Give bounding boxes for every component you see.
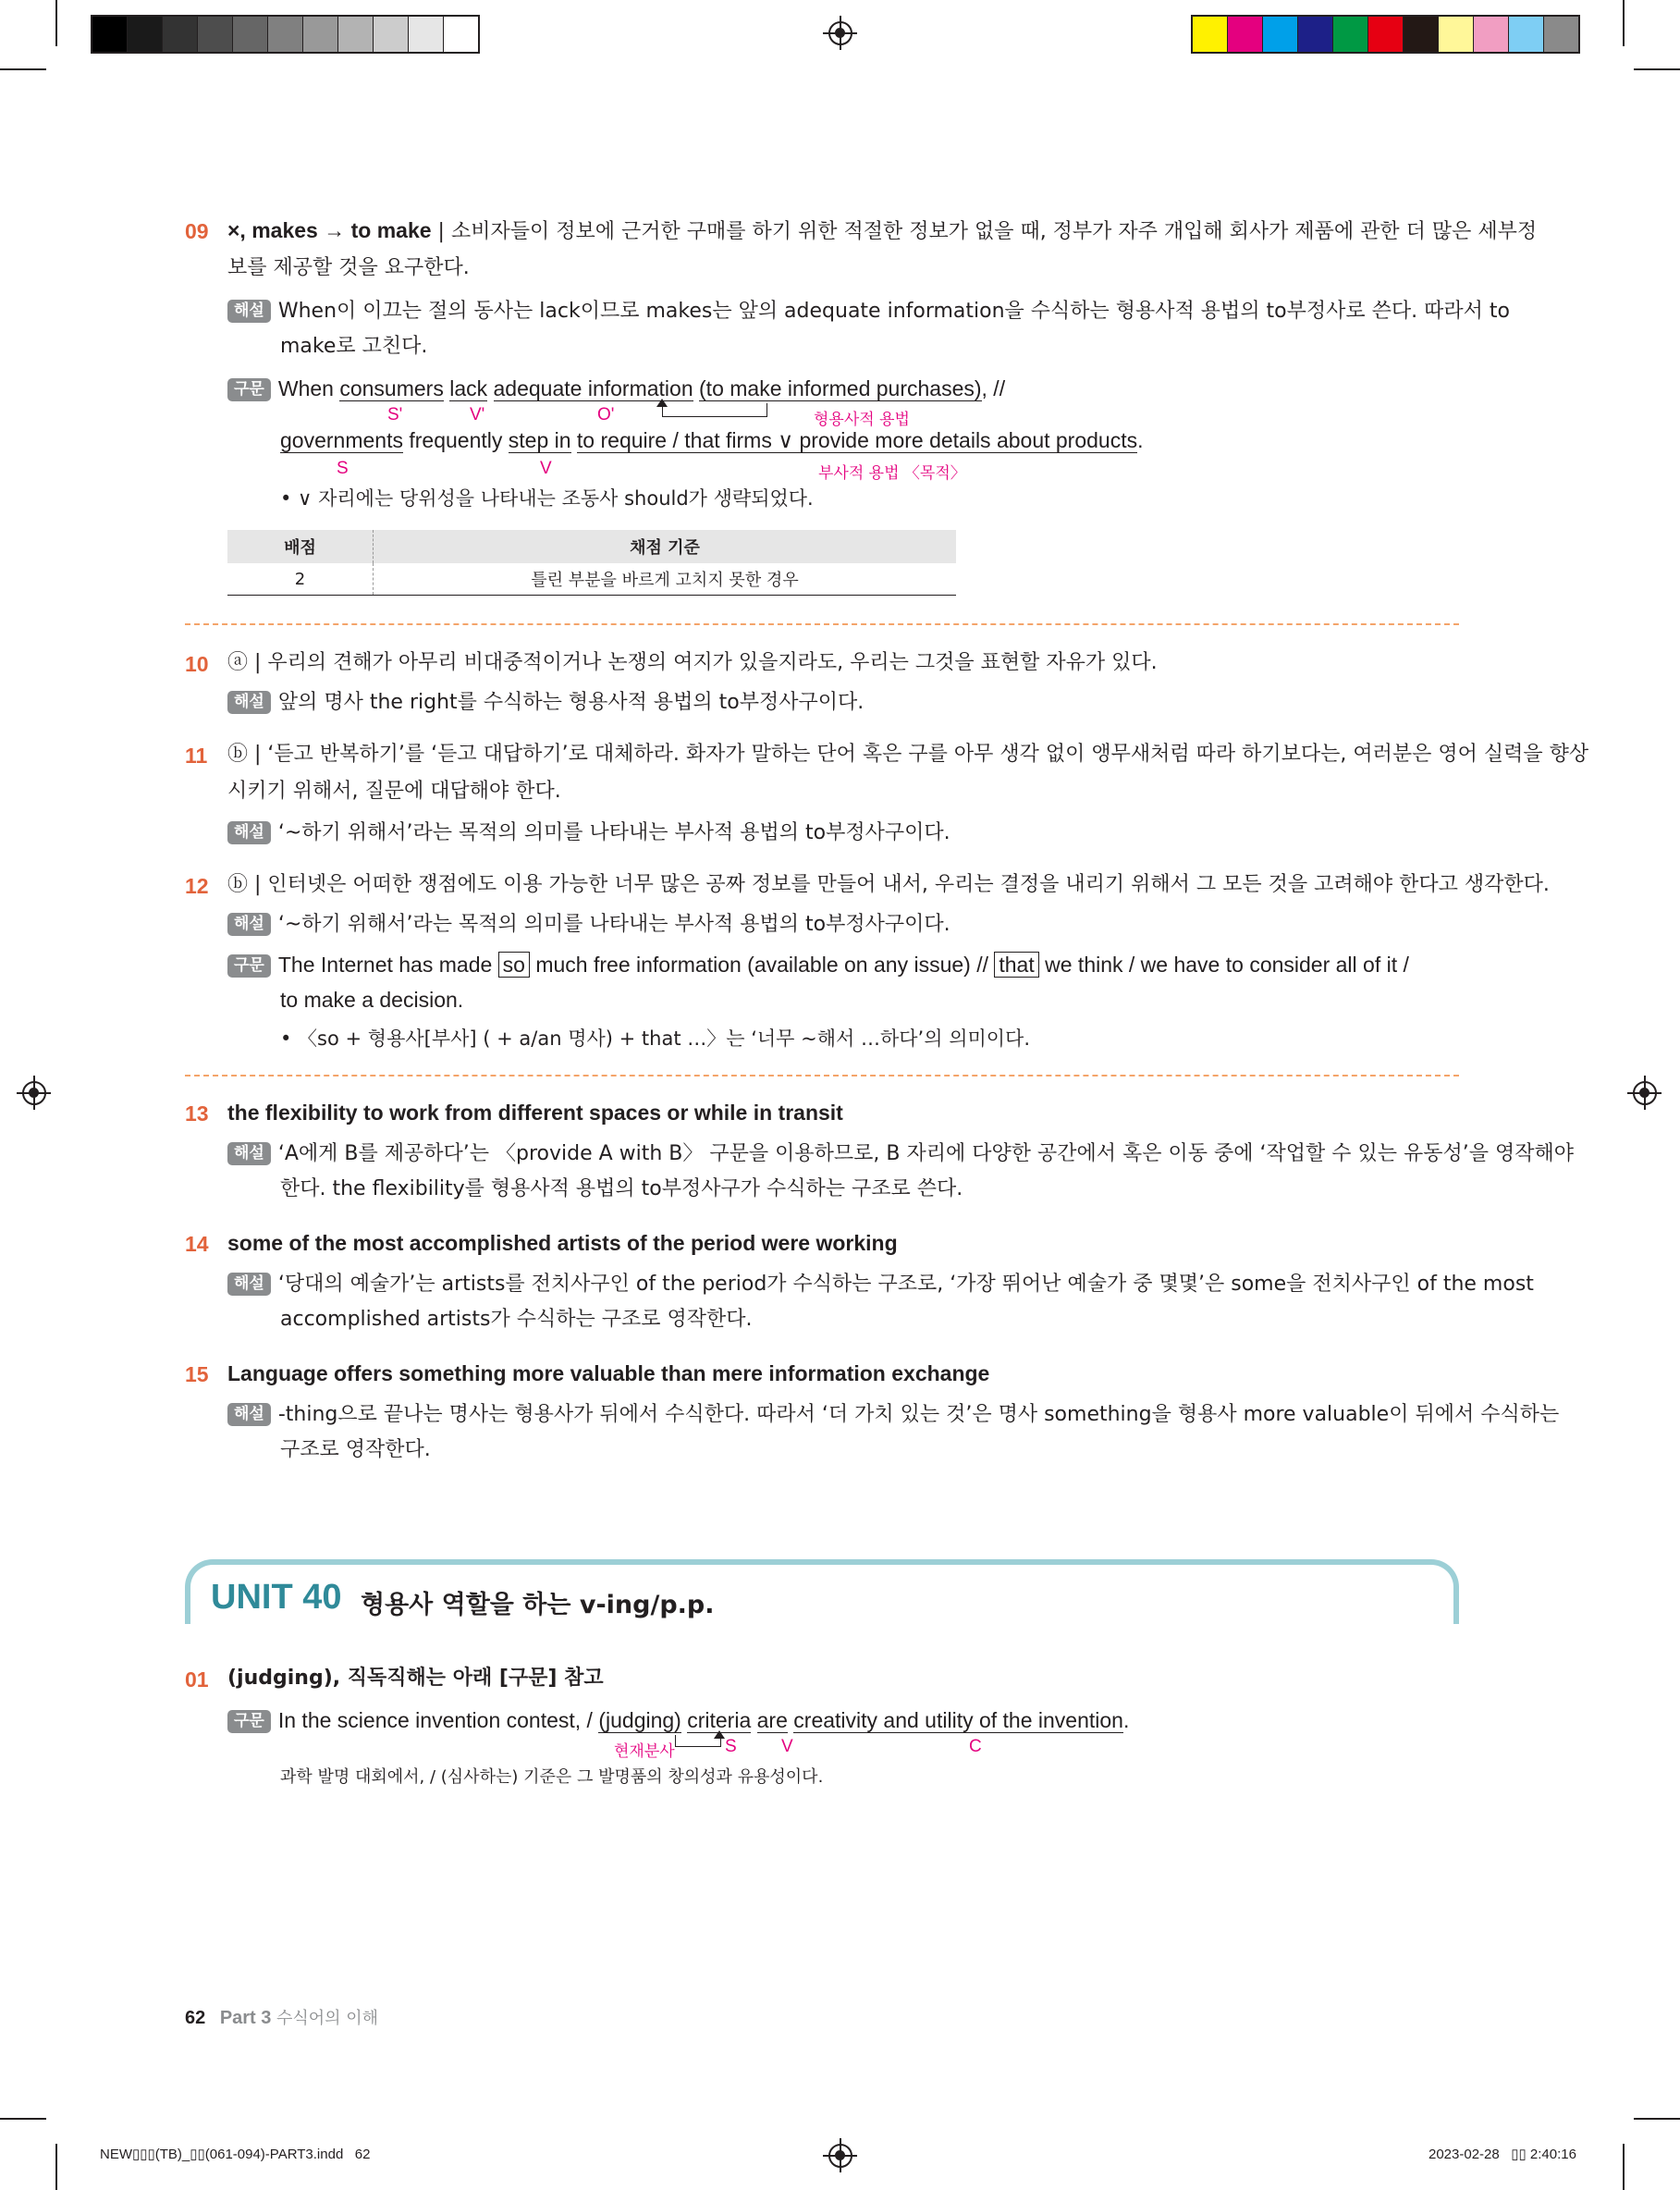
explain-tag: 해설	[227, 913, 271, 936]
label-v: V	[781, 1737, 793, 1756]
object: adequate information	[493, 376, 693, 400]
crop-mark	[1623, 2144, 1625, 2190]
explanation	[227, 298, 1510, 326]
label-adjectival-use: 형용사적 용법	[814, 411, 910, 429]
answer: some of the most accomplished artists of the period were working	[227, 1231, 898, 1255]
criteria-header: 채점 기준	[374, 530, 957, 563]
color-swatch	[444, 17, 478, 52]
structure-tag: 구문	[227, 378, 271, 401]
subject: criteria	[687, 1708, 752, 1732]
word: , //	[981, 376, 1006, 400]
note: • ∨ 자리에는 당위성을 나타내는 조동사 should가 생략되었다.	[280, 487, 814, 510]
divider	[185, 623, 1459, 625]
verb: are	[756, 1708, 788, 1732]
color-swatch	[1368, 17, 1404, 52]
crop-mark	[0, 2118, 46, 2120]
structure-sentence-1	[227, 375, 1005, 402]
label-o-prime: O'	[597, 405, 615, 424]
color-swatch	[268, 17, 303, 52]
color-swatch	[1544, 17, 1578, 52]
boxed-word: that	[994, 952, 1038, 978]
color-swatch	[163, 17, 198, 52]
structure-sentence-cont: to make a decision.	[280, 988, 464, 1012]
color-swatch	[303, 17, 338, 52]
subject: governments	[280, 428, 403, 452]
answer: Language offers something more valuable than mere information exchange	[227, 1361, 990, 1385]
crop-mark	[55, 0, 57, 46]
color-swatch	[1298, 17, 1333, 52]
modifier-2: provide more details about products	[799, 428, 1138, 452]
color-swatch	[1404, 17, 1439, 52]
explain-tag: 해설	[227, 1403, 271, 1426]
explanation	[227, 1140, 1574, 1168]
answer: (judging), 직독직해는 아래 [구문] 참고	[227, 1667, 604, 1690]
color-swatch	[1439, 17, 1474, 52]
color-swatch	[1228, 17, 1263, 52]
crop-mark	[1623, 0, 1625, 46]
explanation	[227, 819, 950, 847]
explanation-text: -thing으로 끝나는 명사는 형용사가 뒤에서 수식한다. 따라서 ‘더 가치 있는 것’은 명사 something을 형용사 more valuable이 뒤에서 수식하는	[277, 1403, 1560, 1426]
color-swatch	[1193, 17, 1228, 52]
label-c: C	[969, 1737, 982, 1756]
word: .	[1137, 428, 1144, 452]
color-swatch	[1474, 17, 1509, 52]
explanation-text: 앞의 명사 the right를 수식하는 형용사적 용법의 to부정사구이다.	[277, 691, 865, 714]
answer: the flexibility to work from different spaces or while in transit	[227, 1101, 843, 1125]
color-swatch	[1509, 17, 1544, 52]
color-swatch	[1333, 17, 1368, 52]
word: we think / we have to consider all of it /	[1038, 953, 1409, 977]
note: • 〈so + 형용사[부사] ( + a/an 명사) + that …〉는 ‘너무 ~해서 …하다’의 의미이다.	[280, 1027, 1031, 1050]
structure-sentence	[227, 951, 1409, 978]
print-date-info: 2023-02-28 ▯▯ 2:40:16	[1429, 2147, 1576, 2162]
unit-title: UNIT 40	[211, 1578, 342, 1617]
explanation-cont: 한다. the flexibility를 형용사적 용법의 to부정사구가 수식하는 구조로 쓴다.	[280, 1177, 963, 1200]
score-value: 2	[227, 563, 374, 596]
question-number: 15	[185, 1362, 209, 1386]
complement: creativity and utility of the invention	[793, 1708, 1123, 1732]
label-s: S	[337, 459, 349, 478]
explanation-text: ‘당대의 예술가’는 artists를 전치사구인 of the period가 수식하는 구조로, ‘가장 뛰어난 예술가 중 몇몇’은 some을 전치사구인 of the most	[277, 1273, 1534, 1296]
label-v: V	[540, 459, 552, 478]
word: much free information (available on any issue) //	[529, 953, 995, 977]
color-swatch	[198, 17, 233, 52]
registration-mark-icon	[828, 2144, 852, 2168]
verb: step in	[508, 428, 571, 452]
question-number: 10	[185, 652, 209, 676]
modifier: (judging)	[598, 1708, 681, 1732]
translation: | 소비자들이 정보에 근거한 구매를 하기 위한 적절한 정보가 없을 때, 정부가 자주 개입해 회사가 제품에 관한 더 많은 세부정	[437, 220, 1538, 243]
structure-sentence	[227, 1706, 1129, 1734]
crop-mark	[1634, 2118, 1680, 2120]
word: When	[277, 376, 340, 400]
question-number: 11	[185, 744, 208, 768]
structure-sentence-2	[280, 426, 1144, 454]
explanation	[227, 911, 950, 939]
part-title: 수식어의 이해	[276, 2009, 379, 2028]
part-label: Part 3	[219, 2008, 272, 2028]
color-swatch	[128, 17, 163, 52]
explanation-text: ‘~하기 위해서’라는 목적의 의미를 나타내는 부사적 용법의 to부정사구이다.	[277, 821, 950, 844]
structure-tag: 구문	[227, 954, 271, 978]
translation: ⓐ | 우리의 견해가 아무리 비대중적이거나 논쟁의 여지가 있을지라도, 우리는 그것을 표현할 자유가 있다.	[227, 651, 1158, 674]
print-file-info: NEW▯▯▯(TB)_▯▯(061-094)-PART3.indd 62	[100, 2147, 371, 2162]
explanation-cont: accomplished artists가 수식하는 구조로 영작한다.	[280, 1308, 753, 1331]
question-number: 01	[185, 1667, 209, 1692]
score-header: 배점	[227, 530, 374, 563]
label-adverbial-use: 부사적 용법 〈목적〉	[818, 464, 966, 483]
explanation	[227, 689, 864, 717]
modifier: (to make informed purchases)	[699, 376, 982, 400]
explanation-text: ‘A에게 B를 제공하다’는 〈provide A with B〉 구문을 이용하므로, B 자리에 다양한 공간에서 혹은 이동 중에 ‘작업할 수 있는 유동성’을 영작해야	[277, 1142, 1574, 1165]
answer: ×, makes → to make	[227, 218, 432, 242]
explanation-cont: 구조로 영작한다.	[280, 1438, 431, 1461]
label-s-prime: S'	[387, 405, 403, 424]
crop-mark	[0, 68, 46, 70]
translation-cont: 보를 제공할 것을 요구한다.	[227, 256, 470, 279]
score-table	[227, 530, 956, 596]
arrow-head-icon	[714, 1730, 725, 1739]
unit-subtitle: 형용사 역할을 하는 v-ing/p.p.	[361, 1591, 715, 1619]
registration-mark-icon	[22, 1081, 46, 1105]
translation-cont: 시키기 위해서, 질문에 대답해야 한다.	[227, 780, 561, 803]
question-number: 13	[185, 1101, 209, 1126]
word: .	[1122, 1708, 1130, 1732]
divider	[185, 1075, 1459, 1077]
explain-tag: 해설	[227, 1273, 271, 1296]
question-number: 14	[185, 1232, 209, 1256]
modifier: to require / that firms ∨	[576, 428, 800, 452]
crop-mark	[1634, 68, 1680, 70]
subject: consumers	[339, 376, 444, 400]
color-swatch	[1263, 17, 1298, 52]
registration-mark-icon	[828, 21, 852, 45]
explanation-text: When이 이끄는 절의 동사는 lack이므로 makes는 앞의 adequate information을 수식하는 형용사적 용법의 to부정사로 쓴다. 따라서 to	[277, 300, 1510, 323]
arrow-head-icon	[656, 399, 668, 407]
word: The Internet has made	[277, 953, 498, 977]
question-answer-line	[227, 216, 1537, 246]
label-v-prime: V'	[470, 405, 485, 424]
explain-tag: 해설	[227, 691, 271, 714]
translation: ⓑ | 인터넷은 어떠한 쟁점에도 이용 가능한 너무 많은 공짜 정보를 만들어 내서, 우리는 결정을 내리기 위해서 그 모든 것을 고려해야 한다고 생각한다.	[227, 873, 1550, 896]
grayscale-bar	[91, 15, 480, 54]
label-s: S	[725, 1737, 737, 1756]
criteria-value: 틀린 부분을 바르게 고치지 못한 경우	[374, 563, 957, 596]
label-participle: 현재분사	[614, 1742, 675, 1761]
question-number: 09	[185, 219, 209, 243]
registration-mark-icon	[1633, 1081, 1657, 1105]
explanation	[227, 1401, 1559, 1429]
structure-tag: 구문	[227, 1710, 271, 1733]
translation: 과학 발명 대회에서, / (심사하는) 기준은 그 발명품의 창의성과 유용성이다.	[280, 1767, 824, 1787]
explain-tag: 해설	[227, 821, 271, 844]
color-swatch	[374, 17, 409, 52]
color-swatch	[233, 17, 268, 52]
question-number: 12	[185, 874, 209, 898]
word: frequently	[402, 428, 509, 452]
page-number: 62	[185, 2008, 206, 2028]
explanation-text: ‘~하기 위해서’라는 목적의 의미를 나타내는 부사적 용법의 to부정사구이다.	[277, 913, 950, 936]
word	[751, 1708, 756, 1732]
translation: ⓑ | ‘듣고 반복하기’를 ‘듣고 대답하기’로 대체하라. 화자가 말하는 단어 혹은 구를 아무 생각 없이 앵무새처럼 따라 하기보다는, 여러분은 영어 실력을 향상	[227, 743, 1589, 766]
explanation-cont: make로 고친다.	[280, 335, 428, 358]
color-swatch	[409, 17, 444, 52]
explain-tag: 해설	[227, 1142, 271, 1165]
explain-tag: 해설	[227, 300, 271, 323]
verb: lack	[449, 376, 488, 400]
modifier-arrow	[662, 403, 767, 417]
explanation	[227, 1271, 1534, 1298]
color-swatch	[92, 17, 128, 52]
boxed-word: so	[498, 952, 530, 978]
page-footer	[185, 2005, 378, 2029]
color-swatch	[338, 17, 374, 52]
word: In the science invention contest, /	[277, 1708, 599, 1732]
crop-mark	[55, 2144, 57, 2190]
color-bar	[1191, 15, 1580, 54]
